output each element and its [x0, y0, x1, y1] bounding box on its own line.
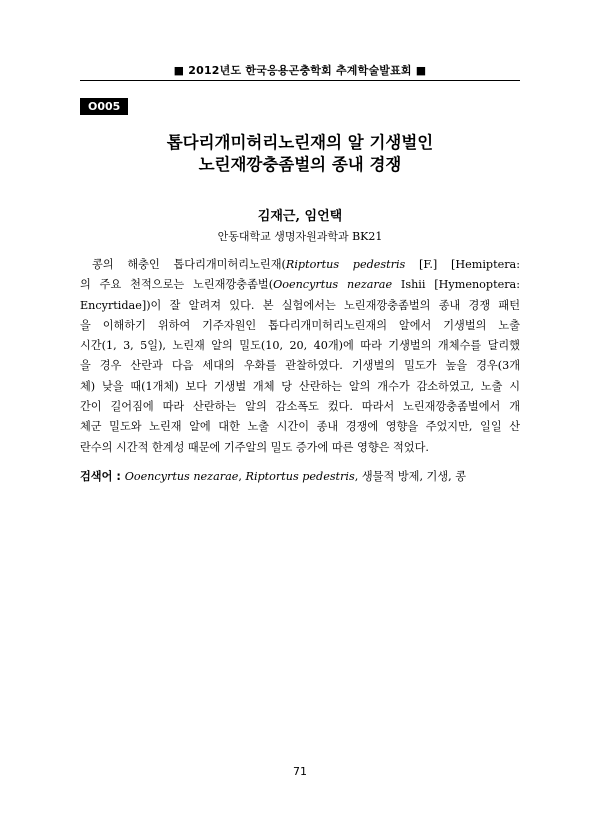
affiliation: 안동대학교 생명자원과학과 BK21: [217, 230, 383, 243]
abstract-line: 체) 낮을 때(1개체) 보다 기생벌 개체 당 산란하는 알의 개수가 감소하였고, 노출 시: [80, 379, 520, 393]
abstract-line: Encyrtidae])이 잘 알려져 있다. 본 실험에서는 노린재깡충좀벌의 종내 경쟁 패턴: [80, 298, 520, 312]
abstract-line: 간이 길어짐에 따라 산란하는 알의 감소폭도 컸다. 따라서 노린재깡충좀벌에서 개: [80, 400, 520, 414]
running-header: ■ 2012년도 한국응용곤충학회 추계학술발표회 ■: [173, 64, 427, 77]
abstract-line: 을 이해하기 위하여 기주자원인 톱다리개미허리노린재의 알에서 기생벌의 노출: [80, 318, 520, 332]
abstract-line: 의 주요 천적으로는 노린재깡충좀벌(Ooencyrtus nezarae Ishii [Hymenoptera:: [80, 278, 520, 292]
species-name: Riptortus pedestris: [285, 258, 406, 271]
abstract-line: 란수의 시간적 한계성 때문에 기주알의 밀도 증가에 따른 영향은 적었다.: [80, 440, 429, 454]
abstract: [80, 255, 520, 458]
keyword: Ooencyrtus nezarae: [124, 470, 239, 483]
keywords: 검색어 : Ooencyrtus nezarae, Riptortus pedestris, 생물적 방제, 기생, 콩: [80, 470, 467, 483]
title-line-2: 노린재깡충좀벌의 종내 경쟁: [198, 155, 402, 174]
keyword: Riptortus pedestris: [245, 470, 355, 483]
page-number: 71: [293, 765, 307, 778]
title-line-1: 톱다리개미허리노린재의 알 기생벌인: [166, 133, 434, 152]
header-rule: [80, 80, 520, 81]
abstract-line: 을 경우 산란과 다음 세대의 우화를 관찰하였다. 기생벌의 밀도가 높을 경우(3개: [80, 359, 520, 373]
paper-title: [80, 132, 520, 176]
species-name: Ooencyrtus nezarae: [273, 278, 393, 292]
abstract-line: 체군 밀도와 노린재 알에 대한 노출 시간이 종내 경쟁에 영향을 주었지만, 일일 산: [80, 420, 520, 434]
abstract-line: 시간(1, 3, 5일), 노린재 알의 밀도(10, 20, 40개)에 따라 기생벌의 개체수를 달리했: [80, 339, 520, 353]
paper-code-badge: O005: [80, 98, 128, 115]
keyword-rest: , 생물적 방제, 기생, 콩: [354, 470, 467, 483]
abstract-line: 콩의 해충인 톱다리개미허리노린재(Riptortus pedestris [F.] [Hemiptera:: [92, 258, 520, 271]
keywords-label: 검색어 :: [80, 470, 125, 483]
authors: 김재근, 임언택: [257, 209, 343, 224]
